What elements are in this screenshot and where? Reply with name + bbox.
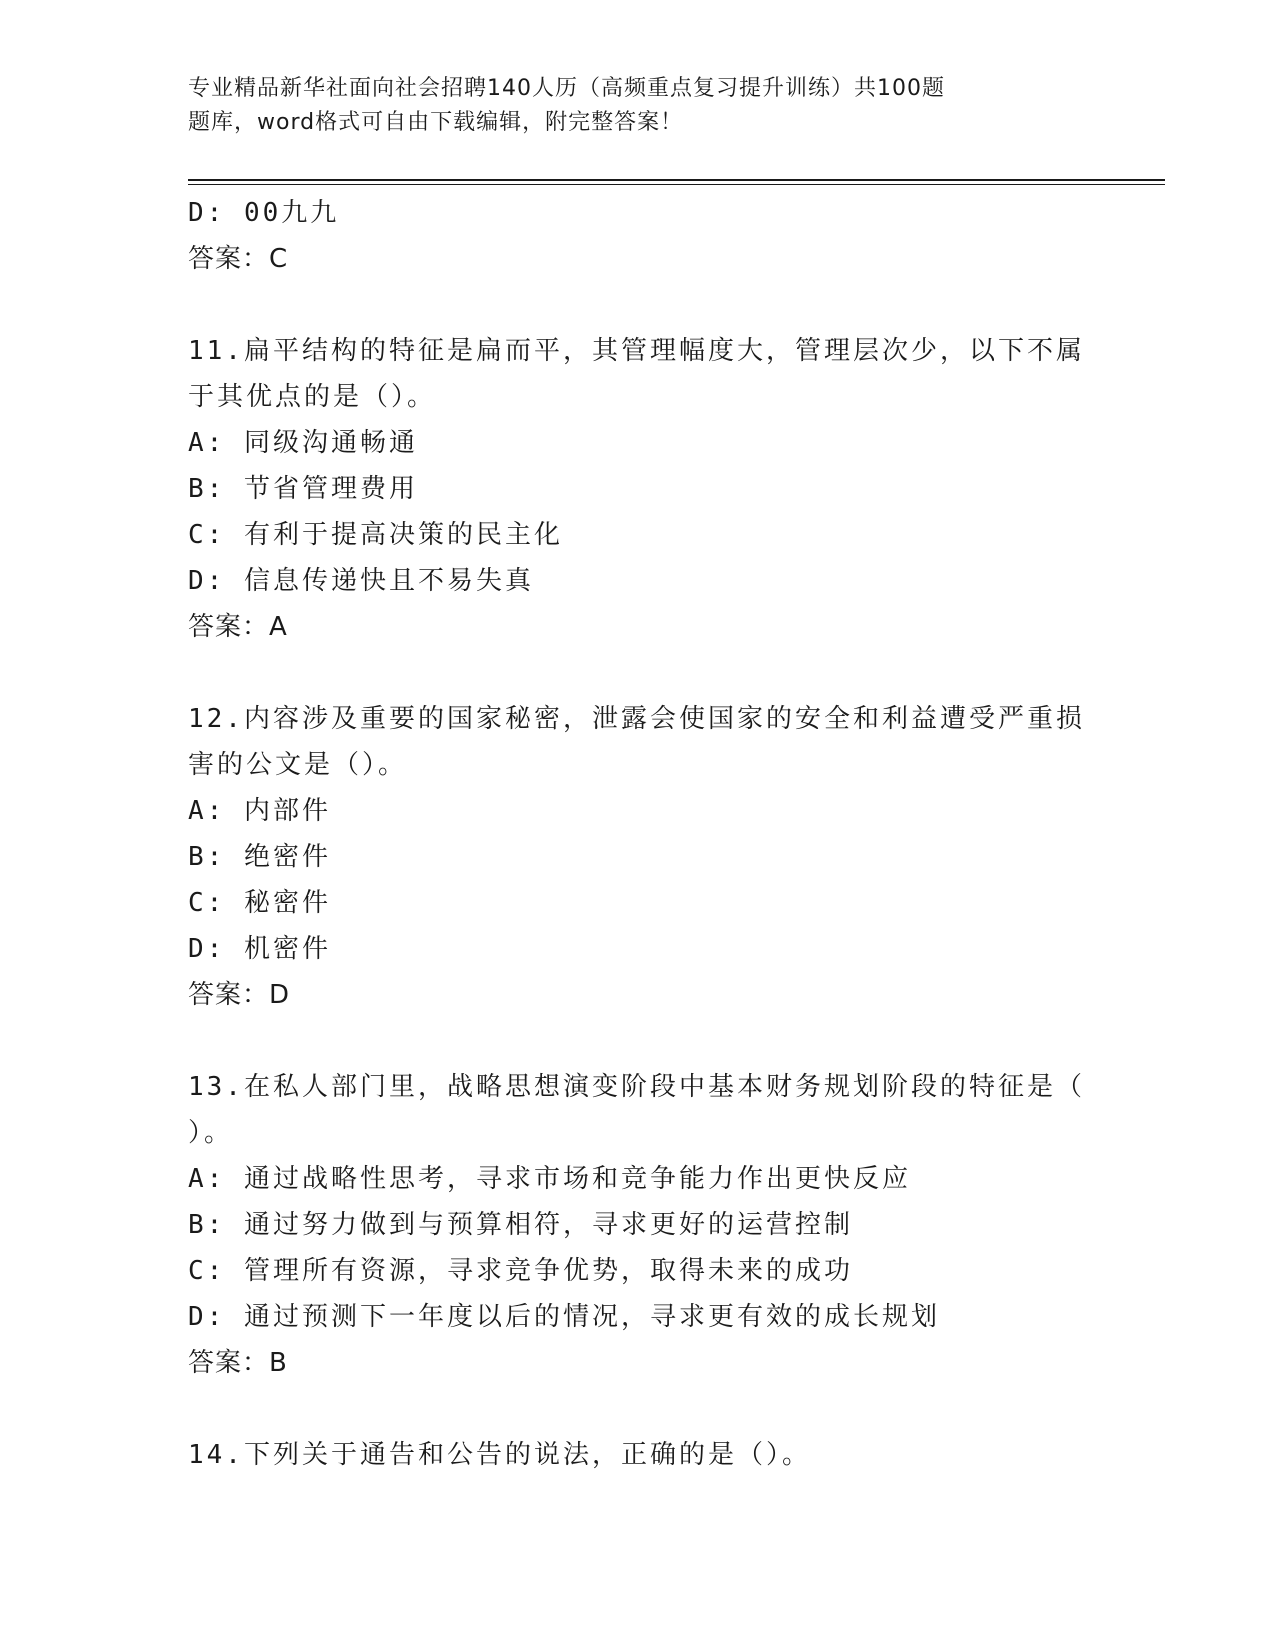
question-stem-cont: 害的公文是（）。	[188, 750, 408, 780]
header-title-line2: 题库，word格式可自由下载编辑，附完整答案！	[188, 110, 684, 135]
spacer	[188, 650, 1088, 696]
option-a: A: 同级沟通畅通	[188, 428, 418, 458]
answer-line: 答案：B	[188, 1348, 288, 1378]
option-a: A: 通过战略性思考，寻求市场和竞争能力作出更快反应	[188, 1164, 911, 1194]
question-block-12	[188, 696, 1088, 1018]
spacer	[188, 1386, 1088, 1432]
question-stem: 12.内容涉及重要的国家秘密，泄露会使国家的安全和利益遭受严重损	[188, 704, 1085, 734]
answer-line: 答案：C	[188, 244, 289, 274]
question-stem-cont: ）。	[188, 1118, 234, 1148]
spacer	[188, 1018, 1088, 1064]
option-b: B: 通过努力做到与预算相符，寻求更好的运营控制	[188, 1210, 853, 1240]
question-stem: 13.在私人部门里，战略思想演变阶段中基本财务规划阶段的特征是（	[188, 1072, 1085, 1102]
question-block-13	[188, 1064, 1088, 1386]
question-block-14	[188, 1432, 1088, 1478]
question-stem-cont: 于其优点的是（）。	[188, 382, 437, 412]
header-title-line1: 专业精品新华社面向社会招聘140人历（高频重点复习提升训练）共100题	[188, 76, 945, 101]
document-body	[188, 190, 1088, 1478]
option-b: B: 绝密件	[188, 842, 331, 872]
option-c: C: 有利于提高决策的民主化	[188, 520, 563, 550]
option-d: D: 00九九	[188, 198, 340, 228]
option-d: D: 机密件	[188, 934, 331, 964]
header-divider	[188, 179, 1165, 181]
answer-line: 答案：D	[188, 980, 291, 1010]
page-header	[188, 72, 1068, 140]
option-c: C: 管理所有资源，寻求竞争优势，取得未来的成功	[188, 1256, 853, 1286]
question-stem: 14.下列关于通告和公告的说法，正确的是（）。	[188, 1440, 811, 1470]
option-a: A: 内部件	[188, 796, 331, 826]
option-c: C: 秘密件	[188, 888, 331, 918]
question-block-11	[188, 328, 1088, 650]
spacer	[188, 282, 1088, 328]
question-stem: 11.扁平结构的特征是扁而平，其管理幅度大，管理层次少，以下不属	[188, 336, 1085, 366]
option-b: B: 节省管理费用	[188, 474, 418, 504]
option-d: D: 通过预测下一年度以后的情况，寻求更有效的成长规划	[188, 1302, 940, 1332]
answer-line: 答案：A	[188, 612, 288, 642]
header-divider-thin	[188, 184, 1165, 185]
option-d: D: 信息传递快且不易失真	[188, 566, 534, 596]
